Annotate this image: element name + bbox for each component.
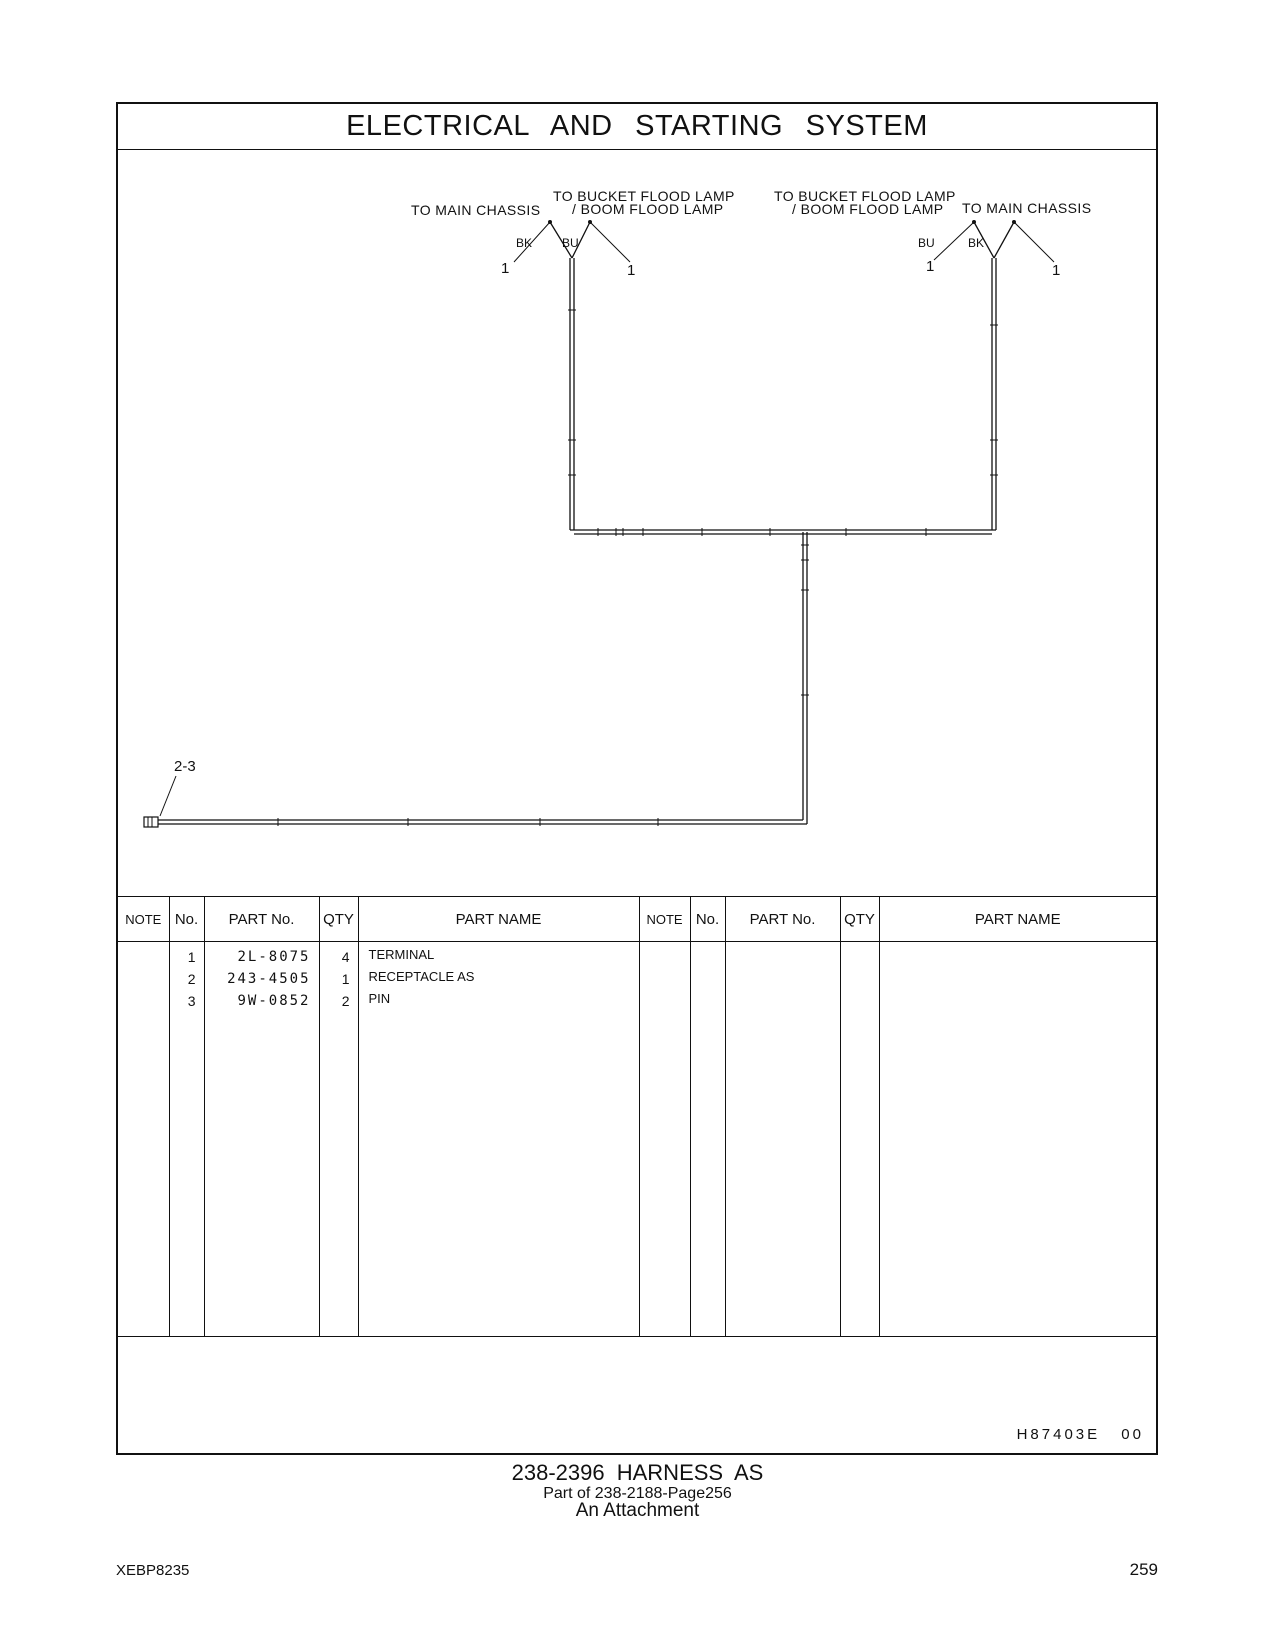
callout-item-1-b: 1 xyxy=(627,262,636,279)
callout-leader-2 xyxy=(590,222,630,262)
no-column-2 xyxy=(690,942,725,1337)
header-part-no: PART No. xyxy=(204,897,319,942)
quantity: 4 xyxy=(341,949,350,965)
qty-column xyxy=(319,942,358,1337)
part-name-column-2 xyxy=(879,942,1156,1337)
terminal-left-bk xyxy=(548,220,552,224)
header-part-no-2: PART No. xyxy=(725,897,840,942)
quantity: 2 xyxy=(341,993,350,1009)
wire-color-left-bu: BU xyxy=(562,236,579,250)
header-no-2: No. xyxy=(690,897,725,942)
callout-item-1-d: 1 xyxy=(1052,262,1061,279)
item-number: 3 xyxy=(187,993,196,1009)
right-bk-lead xyxy=(994,222,1014,258)
table-cell xyxy=(118,964,169,986)
caption-part-of: Part of 238-2188-Page256 xyxy=(543,1485,732,1502)
item-number: 1 xyxy=(187,949,196,965)
page-number: 259 xyxy=(1129,1560,1158,1579)
callout-item-1-a: 1 xyxy=(501,260,510,277)
header-no: No. xyxy=(169,897,204,942)
note-column-2 xyxy=(639,942,690,1337)
callout-item-1-c: 1 xyxy=(926,258,935,275)
part-no-column xyxy=(204,942,319,1337)
header-qty-2: QTY xyxy=(840,897,879,942)
drawing-footer-band xyxy=(118,1336,1156,1453)
header-part-name-2: PART NAME xyxy=(879,897,1156,942)
label-to-main-chassis-left: TO MAIN CHASSIS xyxy=(411,202,541,218)
no-column xyxy=(169,942,204,1337)
wire-color-right-bu: BU xyxy=(918,236,935,250)
header-part-name: PART NAME xyxy=(358,897,639,942)
caption-subtitle: An Attachment xyxy=(575,1500,700,1521)
part-number: 2L-8075 xyxy=(237,949,311,965)
header-qty: QTY xyxy=(319,897,358,942)
wire-color-left-bk: BK xyxy=(516,236,533,250)
part-name: PIN xyxy=(368,991,391,1006)
drawing-frame xyxy=(116,102,1158,1455)
label-to-main-chassis-right: TO MAIN CHASSIS xyxy=(962,200,1092,216)
caption-title: 238-2396 HARNESS AS xyxy=(511,1460,764,1485)
note-column xyxy=(118,942,169,1337)
terminal-left-bu xyxy=(588,220,592,224)
quantity: 1 xyxy=(341,971,350,987)
part-number: 243-4505 xyxy=(227,971,311,987)
page-title: ELECTRICAL AND STARTING SYSTEM xyxy=(346,110,928,142)
receptacle-connector xyxy=(144,817,158,827)
qty-column-2 xyxy=(840,942,879,1337)
harness-drawing xyxy=(118,150,1156,896)
part-name: RECEPTACLE AS xyxy=(368,969,475,984)
header-note-2: NOTE xyxy=(639,897,690,942)
header-note: NOTE xyxy=(118,897,169,942)
terminal-right-bk xyxy=(1012,220,1016,224)
document-id: XEBP8235 xyxy=(116,1562,190,1579)
table-cell xyxy=(118,986,169,1008)
label-to-bucket-right-2: / BOOM FLOOD LAMP xyxy=(792,201,944,217)
title-bar xyxy=(118,104,1156,150)
parts-table xyxy=(118,897,1156,1336)
part-no-column-2 xyxy=(725,942,840,1337)
harness-diagram xyxy=(118,150,1156,896)
item-number: 2 xyxy=(187,971,196,987)
wire-color-right-bk: BK xyxy=(968,236,985,250)
table-cell xyxy=(118,942,169,964)
label-to-bucket-left-2: / BOOM FLOOD LAMP xyxy=(572,201,724,217)
part-name: TERMINAL xyxy=(368,947,435,962)
label-to-bucket-left-1: TO BUCKET FLOOD LAMP xyxy=(553,188,735,204)
label-to-bucket-right-1: TO BUCKET FLOOD LAMP xyxy=(774,188,956,204)
part-number: 9W-0852 xyxy=(237,993,311,1009)
drawing-code: H87403E 00 xyxy=(1016,1426,1144,1443)
part-name-column xyxy=(358,942,639,1337)
parts-list xyxy=(118,896,1156,1336)
callout-leader-4 xyxy=(1014,222,1054,262)
callout-item-2-3: 2-3 xyxy=(174,758,196,775)
terminal-right-bu xyxy=(972,220,976,224)
connector-leader xyxy=(160,776,176,816)
